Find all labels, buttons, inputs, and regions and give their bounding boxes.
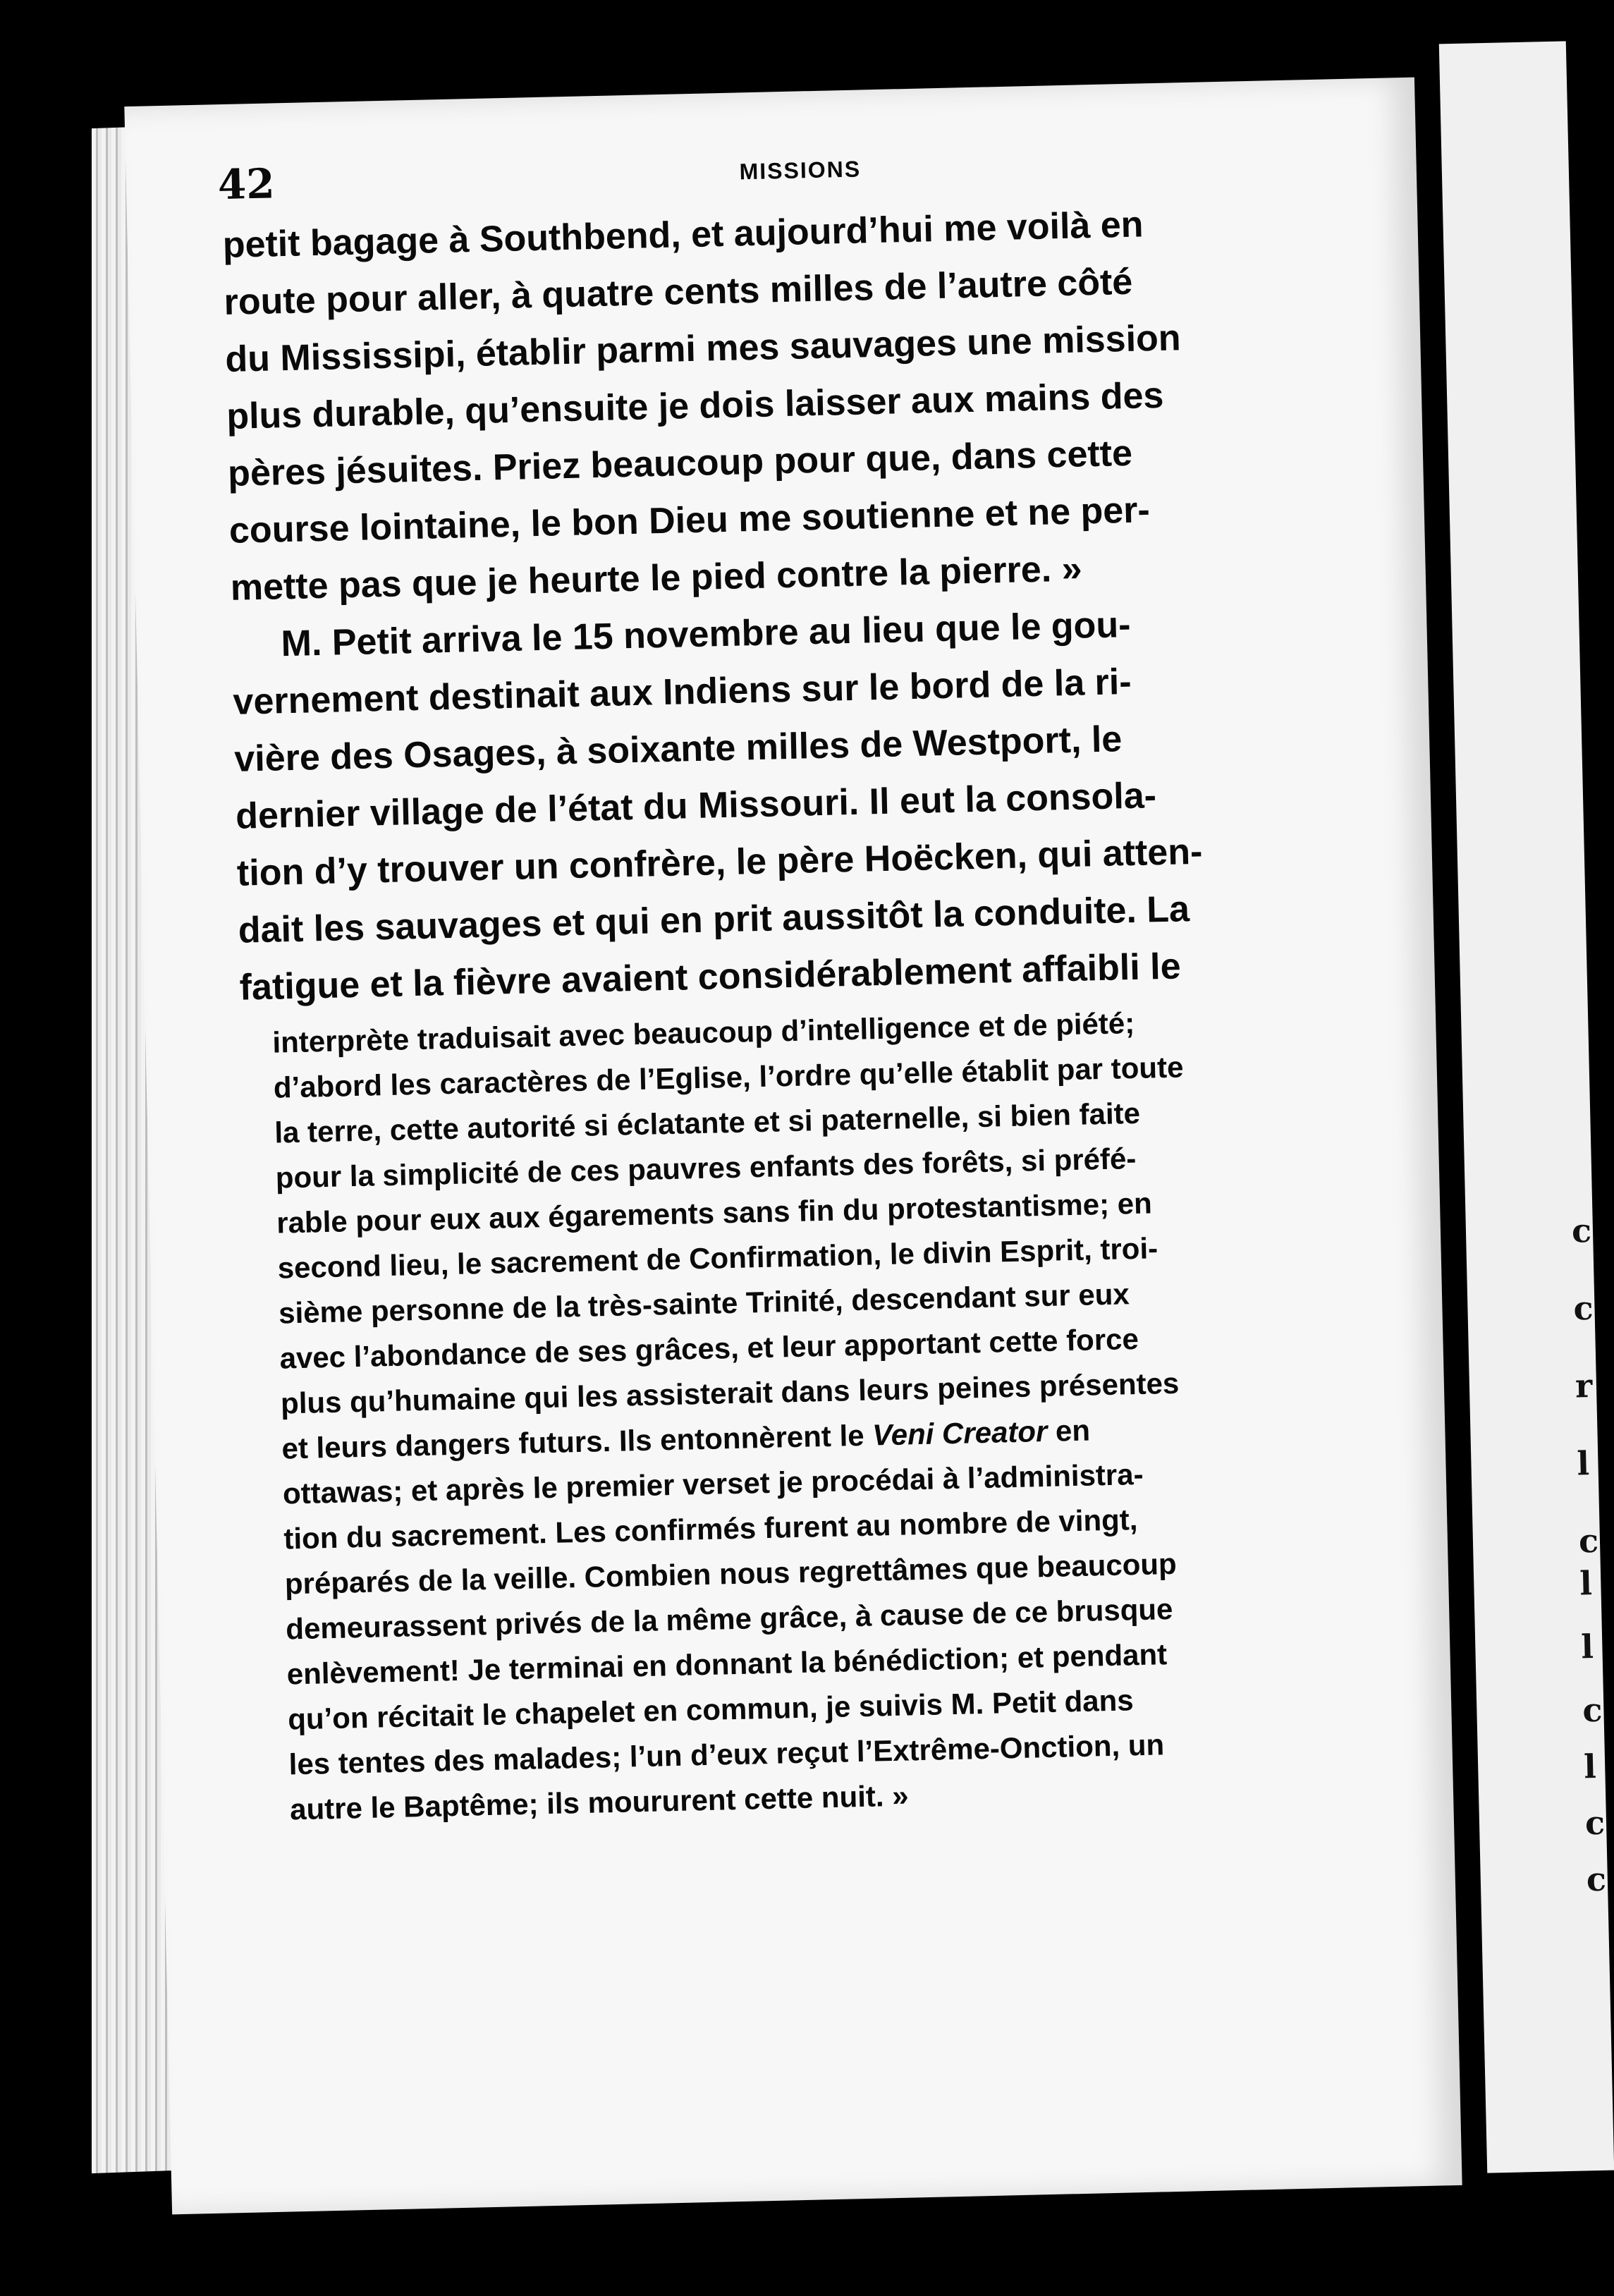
quote-line: second lieu, le sacrement de Confirmation, le divin Esprit, troi- bbox=[277, 1231, 1158, 1285]
text-line: vière des Osages, à soixante milles de Westport, le bbox=[233, 719, 1123, 780]
quote-line: d’abord les caractères de l’Eglise, l’ordre qu’elle établit par toute bbox=[273, 1050, 1184, 1104]
quote-line: rable pour eux aux égarements sans fin du protestantisme; en bbox=[276, 1186, 1153, 1240]
hymn-title-italic: Veni Creator bbox=[872, 1414, 1048, 1452]
facing-page-fragment: r bbox=[1575, 1366, 1593, 1405]
quote-line: plus qu’humaine qui les assisterait dans leurs peines présentes bbox=[280, 1366, 1180, 1420]
quote-line: enlèvement! Je terminai en donnant la bénédiction; et pendant bbox=[286, 1637, 1168, 1691]
facing-page-fragment: c bbox=[1586, 1860, 1607, 1899]
quote-line: avec l’abondance de ses grâces, et leur apportant cette force bbox=[279, 1321, 1139, 1375]
text-line: M. Petit arriva le 15 novembre au lieu que le gou- bbox=[281, 604, 1132, 665]
quote-line-start: et leurs dangers futurs. Ils entonnèrent le bbox=[281, 1418, 865, 1465]
facing-page-fragment: l bbox=[1580, 1628, 1594, 1666]
page-number: 42 bbox=[217, 159, 276, 209]
text-line: petit bagage à Southbend, et aujourd’hui me voilà en bbox=[222, 204, 1144, 267]
facing-page-fragment: c bbox=[1578, 1521, 1599, 1561]
quote-line: ottawas; et après le premier verset je procédai à l’administra- bbox=[282, 1457, 1144, 1510]
facing-page-fragment: c bbox=[1572, 1288, 1594, 1328]
quote-line: pour la simplicité de ces pauvres enfants des forêts, si préfé- bbox=[275, 1141, 1137, 1195]
facing-page-fragment: l bbox=[1579, 1564, 1593, 1603]
book-page bbox=[124, 78, 1462, 2215]
quote-line: préparés de la veille. Combien nous regrettâmes que beaucoup bbox=[284, 1546, 1178, 1601]
main-paragraph-block bbox=[222, 193, 1297, 1017]
quote-line: qu’on récitait le chapelet en commun, je suivis M. Petit dans bbox=[287, 1683, 1135, 1736]
facing-page-edge bbox=[1439, 41, 1614, 2173]
quoted-letter-block bbox=[272, 996, 1348, 1833]
text-line: du Mississipi, établir parmi mes sauvages une mission bbox=[224, 317, 1182, 380]
quote-line: la terre, cette autorité si éclatante et si paternelle, si bien faite bbox=[274, 1096, 1141, 1149]
text-line: dernier village de l’état du Missouri. Il eut la consola- bbox=[235, 775, 1157, 837]
text-line: plus durable, qu’ensuite je dois laisser aux mains des bbox=[226, 374, 1164, 437]
quote-line: interprète traduisait avec beaucoup d’intelligence et de piété; bbox=[271, 1006, 1135, 1059]
text-line: course lointaine, le bon Dieu me soutienne et ne per- bbox=[228, 489, 1151, 551]
quote-line: les tentes des malades; l’un d’eux reçut l’Extrême-Onction, un bbox=[288, 1728, 1165, 1781]
running-title: MISSIONS bbox=[739, 156, 862, 185]
facing-page-fragment: l bbox=[1583, 1747, 1597, 1786]
facing-page-fragment: l bbox=[1576, 1444, 1590, 1483]
quote-line: autre le Baptême; ils moururent cette nuit. » bbox=[289, 1778, 910, 1826]
text-line: tion d’y trouver un confrère, le père Hoëcken, qui atten- bbox=[236, 831, 1203, 894]
quote-line: demeurassent privés de la même grâce, à cause de ce brusque bbox=[285, 1592, 1173, 1646]
quote-line: tion du sacrement. Les confirmés furent au nombre de vingt, bbox=[283, 1503, 1138, 1556]
text-line: mette pas que je heurte le pied contre la pierre. » bbox=[230, 548, 1083, 609]
text-line: dait les sauvages et qui en prit aussitôt la conduite. La bbox=[238, 889, 1190, 951]
facing-page-fragment: c bbox=[1571, 1211, 1592, 1250]
text-line: fatigue et la fièvre avaient considérablement affaibli le bbox=[239, 946, 1182, 1008]
quote-line: sième personne de la très-sainte Trinité, descendant sur eux bbox=[278, 1277, 1130, 1330]
facing-page-fragment: c bbox=[1582, 1690, 1603, 1730]
quote-line-end: en bbox=[1046, 1413, 1091, 1448]
text-line: pères jésuites. Priez beaucoup pour que, dans cette bbox=[227, 432, 1133, 494]
facing-page-fragment: c bbox=[1584, 1803, 1606, 1843]
text-line: vernement destinait aux Indiens sur le bord de la ri- bbox=[232, 661, 1132, 723]
text-line: route pour aller, à quatre cents milles de l’autre côté bbox=[224, 261, 1133, 324]
